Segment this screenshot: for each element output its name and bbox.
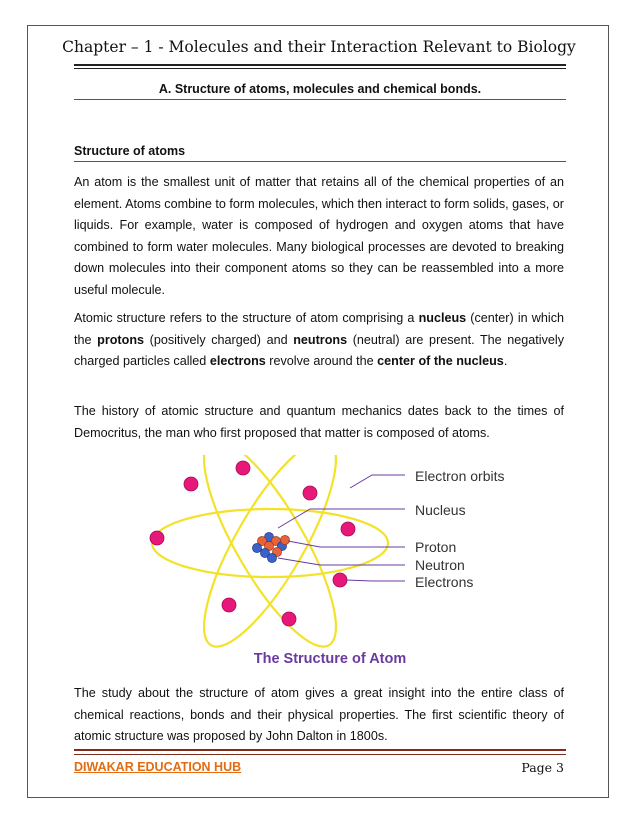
footer-brand: DIWAKAR EDUCATION HUB: [74, 760, 242, 774]
nucleus-cluster: [252, 532, 289, 562]
label-nucleus: Nucleus: [415, 502, 466, 518]
electron: [303, 486, 317, 500]
term-protons: protons: [97, 332, 145, 347]
electron: [333, 573, 347, 587]
label-proton: Proton: [415, 539, 457, 555]
leader-line-electrons: [346, 580, 405, 581]
page-number: Page 3: [521, 760, 564, 775]
atom-diagram: [140, 455, 510, 675]
atom-structure-figure: [140, 455, 510, 675]
text-run: (neutral) are present. The negatively charged particles called: [74, 332, 564, 368]
header-rule-thin: [74, 68, 566, 69]
electron: [150, 531, 164, 545]
header-rule: [74, 64, 566, 66]
paragraph-history: The history of atomic structure and quantum mechanics dates back to the times of Democritus, the man who first proposed that matter is composed of atoms.: [74, 404, 564, 440]
footer-rule: [74, 749, 566, 751]
text-run: revolve around the: [265, 354, 378, 368]
label-electron-orbits: Electron orbits: [415, 468, 505, 484]
text-run: Atomic structure refers to the structure of atom comprising a: [74, 311, 419, 325]
subsection-heading: Structure of atoms: [74, 144, 186, 158]
paragraph-study: The study about the structure of atom gives a great insight into the entire class of chemical reactions, bonds and their physical properties. The first scientific theory of atomic structure was proposed by John Dalton in 1800s.: [74, 686, 564, 743]
neutron: [267, 553, 276, 562]
section-heading: A. Structure of atoms, molecules and chemical bonds.: [158, 82, 482, 96]
electron: [236, 461, 250, 475]
neutron: [252, 543, 261, 552]
paragraph-atom-definition: An atom is the smallest unit of matter that retains all of the chemical properties of an element. Atoms combine to form molecules, which then interact to form solids, gases, or liquids. For example, water is composed of hydrogen and oxygen atoms that have combined to form water molecules. Many biological processes are devoted to breaking down molecules into their component atoms so they can be reassembled into a more useful molecule.: [74, 175, 564, 297]
paragraph-atomic-structure: [74, 308, 564, 373]
electron: [282, 612, 296, 626]
electrons-group: [150, 461, 355, 626]
proton: [280, 535, 289, 544]
term-center-of-nucleus: center of the nucleus: [377, 354, 504, 368]
figure-caption: The Structure of Atom: [253, 651, 407, 667]
term-neutrons: neutrons: [293, 332, 348, 347]
leader-line-orbits: [350, 475, 405, 488]
label-electrons: Electrons: [415, 574, 474, 590]
text-run: (center) in which the: [74, 311, 564, 347]
electron: [222, 598, 236, 612]
subsection-rule: [74, 161, 566, 162]
chapter-title: Chapter – 1 - Molecules and their Interaction Relevant to Biology: [62, 38, 576, 56]
electron: [341, 522, 355, 536]
text-run: (positively charged) and: [144, 332, 294, 347]
label-neutron: Neutron: [415, 557, 465, 573]
section-rule: [74, 99, 566, 100]
term-electrons: electrons: [209, 354, 266, 368]
electron: [184, 477, 198, 491]
leader-line-nucleus: [278, 509, 405, 528]
term-nucleus: nucleus: [418, 311, 467, 325]
footer-rule-thin: [74, 754, 566, 755]
text-run: .: [503, 354, 508, 368]
